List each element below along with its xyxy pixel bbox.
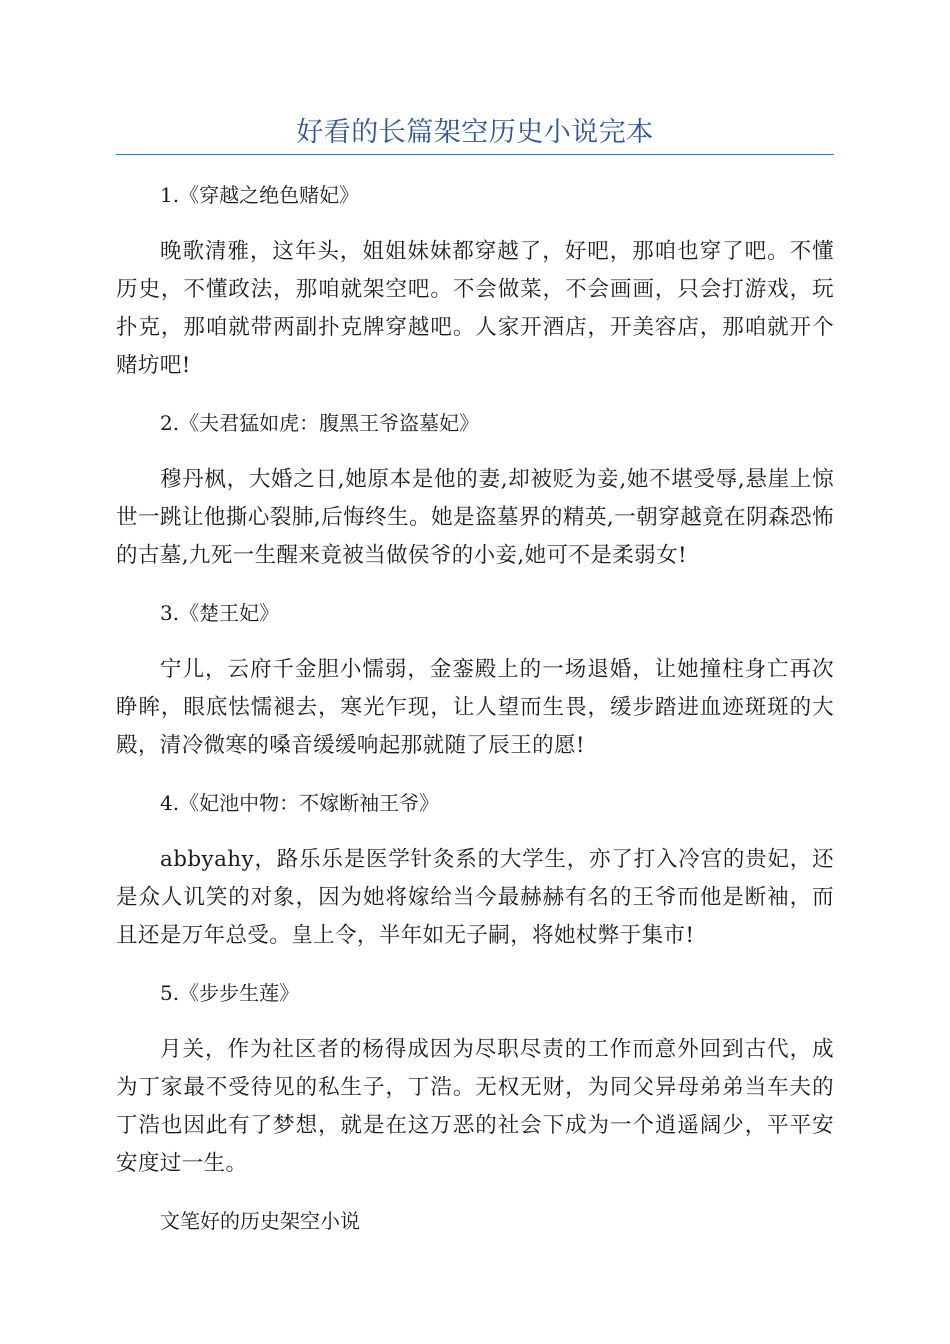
section-heading: 2.《夫君猛如虎：腹黑王爷盗墓妃》	[160, 411, 480, 435]
section-paragraph: 晚歌清雅，这年头，姐姐妹妹都穿越了，好吧，那咱也穿了吧。不懂历史，不懂政法，那咱就架空吧。不会做菜，不会画画，只会打游戏，玩扑克，那咱就带两副扑克牌穿越吧。人家开酒店，开美容店，那咱就开个赌坊吧!	[116, 239, 834, 378]
section-paragraph: abbyahy，路乐乐是医学针灸系的大学生，亦了打入冷宫的贵妃，还是众人讥笑的对象，因为她将嫁给当今最赫赫有名的王爷而他是断袖，而且还是万年总受。皇上令，半年如无子嗣，将她杖弊于集市!	[116, 847, 834, 948]
section-paragraph: 月关，作为社区者的杨得成因为尽职尽责的工作而意外回到古代，成为丁家最不受待见的私生子，丁浩。无权无财，为同父异母弟弟当车夫的丁浩也因此有了梦想，就是在这万恶的社会下成为一个逍遥阔少，平平安安度过一生。	[116, 1037, 834, 1176]
section-heading: 3.《楚王妃》	[160, 601, 280, 625]
closing-heading: 文笔好的历史架空小说	[160, 1209, 360, 1233]
section-paragraph: 宁儿，云府千金胆小懦弱，金銮殿上的一场退婚，让她撞柱身亡再次睁眸，眼底怯懦褪去，寒光乍现，让人望而生畏，缓步踏进血迹斑斑的大殿，清冷微寒的嗓音缓缓响起那就随了辰王的愿!	[116, 657, 834, 758]
document-title: 好看的长篇架空历史小说完本	[296, 117, 654, 148]
document-body	[116, 176, 834, 1259]
document-page	[116, 0, 834, 1344]
title-divider	[116, 154, 834, 155]
section-heading: 4.《妃池中物：不嫁断袖王爷》	[160, 791, 440, 815]
section-heading: 1.《穿越之绝色赌妃》	[160, 183, 360, 207]
section-paragraph: 穆丹枫，大婚之日,她原本是他的妻,却被贬为妾,她不堪受辱,悬崖上惊世一跳让他撕心裂肺,后悔终生。她是盗墓界的精英,一朝穿越竟在阴森恐怖的古墓,九死一生醒来竟被当做侯爷的小妾,她可不是柔弱女!	[116, 467, 834, 568]
section-heading: 5.《步步生莲》	[160, 981, 300, 1005]
